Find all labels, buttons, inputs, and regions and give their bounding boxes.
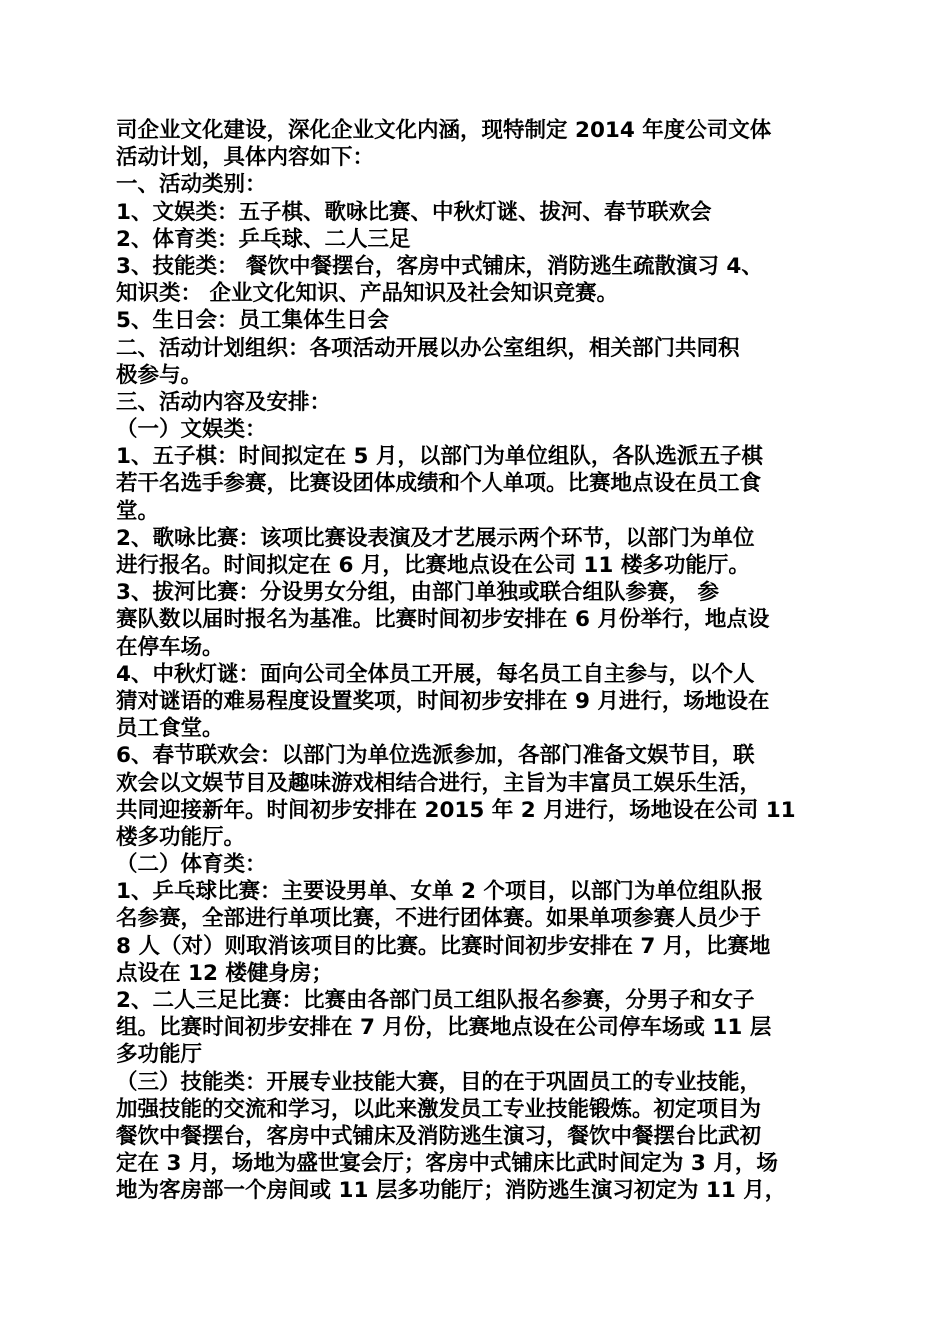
text-line: 组。比赛时间初步安排在 7 月份，比赛地点设在公司停车场或 11 层 <box>116 1015 772 1041</box>
text-line: 2、歌咏比赛：该项比赛设表演及才艺展示两个环节，以部门为单位 <box>116 525 755 551</box>
text-line: （一）文娱类： <box>116 417 267 443</box>
document-body <box>116 117 836 1205</box>
text-line: 二、活动计划组织：各项活动开展以办公室组织，相关部门共同积 <box>116 335 740 361</box>
text-line: 司企业文化建设，深化企业文化内涵，现特制定 2014 年度公司文体 <box>116 118 772 143</box>
text-line: 楼多功能厅。 <box>116 824 246 850</box>
text-line: 若干名选手参赛，比赛设团体成绩和个人单项。比赛地点设在员工食 <box>116 471 762 497</box>
text-line: 4、中秋灯谜：面向公司全体员工开展，每名员工自主参与，以个人 <box>116 661 755 687</box>
text-line: 三、活动内容及安排： <box>116 389 332 415</box>
text-line: 2、二人三足比赛：比赛由各部门员工组队报名参赛，分男子和女子 <box>116 988 755 1013</box>
text-line: 1、文娱类：五子棋、歌咏比赛、中秋灯谜、拔河、春节联欢会 <box>116 199 712 225</box>
text-line: 一、活动类别： <box>116 172 267 198</box>
text-line: 5、生日会：员工集体生日会 <box>116 308 389 334</box>
text-line: 8 人（对）则取消该项目的比赛。比赛时间初步安排在 7 月，比赛地 <box>116 933 771 959</box>
text-line: 猜对谜语的难易程度设置奖项，时间初步安排在 9 月进行，场地设在 <box>116 688 770 714</box>
text-line: 点设在 12 楼健身房； <box>116 960 333 986</box>
text-line: 赛队数以届时报名为基准。比赛时间初步安排在 6 月份举行，地点设 <box>116 607 770 633</box>
text-line: （三）技能类：开展专业技能大赛，目的在于巩固员工的专业技能， <box>116 1069 762 1095</box>
text-line: 活动计划，具体内容如下： <box>116 145 375 171</box>
text-line: 堂。 <box>116 498 160 524</box>
text-line: 3、拔河比赛：分设男女分组，由部门单独或联合组队参赛， 参 <box>116 580 719 606</box>
text-line: 2、体育类：乒乓球、二人三足 <box>116 226 411 252</box>
text-line: 地为客房部一个房间或 11 层多功能厅；消防逃生演习初定为 11 月， <box>116 1178 787 1204</box>
text-line: 餐饮中餐摆台，客房中式铺床及消防逃生演习，餐饮中餐摆台比武初 <box>116 1123 762 1149</box>
text-line: 3、技能类： 餐饮中餐摆台，客房中式铺床，消防逃生疏散演习 4、 <box>116 253 763 279</box>
text-line: 欢会以文娱节目及趣味游戏相结合进行，主旨为丰富员工娱乐生活， <box>116 770 762 796</box>
text-line: 员工食堂。 <box>116 716 224 742</box>
text-line: 进行报名。时间拟定在 6 月，比赛地点设在公司 11 楼多功能厅。 <box>116 553 750 578</box>
text-line: 1、乒乓球比赛：主要设男单、女单 2 个项目，以部门为单位组队报 <box>116 879 763 905</box>
text-line: 6、春节联欢会：以部门为单位选派参加，各部门准备文娱节目，联 <box>116 743 755 769</box>
text-line: 在停车场。 <box>116 634 224 660</box>
text-line: （二）体育类： <box>116 852 267 878</box>
text-line: 共同迎接新年。时间初步安排在 2015 年 2 月进行，场地设在公司 11 <box>116 797 796 823</box>
text-line: 加强技能的交流和学习，以此来激发员工专业技能锻炼。初定项目为 <box>116 1096 762 1122</box>
text-line: 1、五子棋：时间拟定在 5 月，以部门为单位组队，各队选派五子棋 <box>116 444 763 470</box>
text-line: 知识类： 企业文化知识、产品知识及社会知识竞赛。 <box>116 281 618 307</box>
text-line: 极参与。 <box>116 362 203 388</box>
text-line: 多功能厅 <box>116 1042 203 1068</box>
text-line: 定在 3 月，场地为盛世宴会厅；客房中式铺床比武时间定为 3 月，场 <box>116 1151 778 1177</box>
text-line: 名参赛，全部进行单项比赛，不进行团体赛。如果单项参赛人员少于 <box>116 906 762 932</box>
